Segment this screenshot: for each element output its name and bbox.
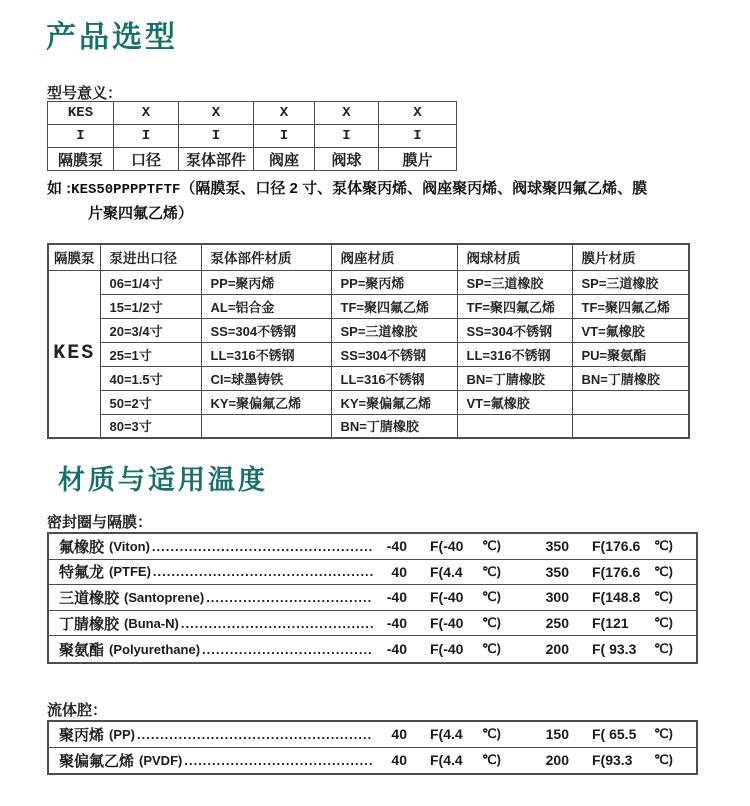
example-prefix: 如 : bbox=[47, 180, 72, 197]
table-row bbox=[48, 318, 689, 342]
material-name-en: (PP) bbox=[109, 726, 136, 742]
model-code-table bbox=[47, 101, 457, 171]
high-temp-f: 200 bbox=[545, 752, 569, 769]
ball-cell: TF=聚四氟乙烯 bbox=[457, 294, 572, 318]
leader-dots bbox=[181, 616, 373, 631]
material-name-en: (PTFE) bbox=[109, 564, 151, 580]
pipe-cell: I bbox=[254, 125, 315, 148]
high-temp-c: F(93.3 bbox=[592, 752, 633, 769]
low-temp-c: F(-40 bbox=[430, 615, 464, 632]
series-cell: KES bbox=[48, 270, 100, 438]
pipe-cell: I bbox=[379, 125, 457, 148]
leader-dots bbox=[202, 642, 373, 657]
seal-section-label: 密封圈与隔膜： bbox=[47, 514, 153, 531]
code-cell: X bbox=[114, 102, 179, 125]
material-name: 聚丙烯 bbox=[59, 726, 105, 744]
high-temp-c: F( 65.5 bbox=[592, 726, 637, 743]
header-diaphragm-material: 膜片材质 bbox=[572, 244, 689, 270]
meaning-cell: 膜片 bbox=[379, 148, 457, 171]
leader-dots bbox=[184, 753, 373, 768]
table-row bbox=[48, 414, 689, 438]
size-cell: 80=3寸 bbox=[100, 414, 201, 438]
high-temp-f: 350 bbox=[545, 563, 569, 580]
low-temp-f: 40 bbox=[391, 726, 407, 743]
seat-cell: BN=丁腈橡胶 bbox=[331, 414, 457, 438]
celsius-unit: ℃) bbox=[482, 726, 501, 742]
ball-cell: SS=304不锈钢 bbox=[457, 318, 572, 342]
leader-dots bbox=[206, 590, 373, 605]
celsius-unit: ℃) bbox=[482, 641, 501, 657]
section-title-materials: 材质与适用温度 bbox=[58, 465, 268, 495]
model-meaning-label: 型号意义： bbox=[47, 85, 123, 102]
meaning-cell: 隔膜泵 bbox=[48, 148, 114, 171]
size-cell: 20=3/4寸 bbox=[100, 318, 201, 342]
low-temp-c: F(-40 bbox=[430, 589, 464, 606]
example-code: KES50PPPPTFTF bbox=[71, 182, 181, 198]
high-temp-c: F(176.6 bbox=[592, 538, 641, 555]
table-row bbox=[48, 270, 689, 294]
table-row bbox=[48, 366, 689, 390]
celsius-unit: ℃) bbox=[482, 589, 501, 605]
body-cell: PP=聚丙烯 bbox=[201, 270, 331, 294]
header-body-material: 泵体部件材质 bbox=[201, 244, 331, 270]
celsius-unit: ℃) bbox=[654, 563, 673, 579]
diaphragm-cell: SP=三道橡胶 bbox=[572, 270, 689, 294]
body-cell: SS=304不锈钢 bbox=[201, 318, 331, 342]
low-temp-f: -40 bbox=[386, 615, 407, 632]
material-name-en: (Viton) bbox=[109, 538, 150, 554]
code-row bbox=[48, 102, 457, 125]
low-temp-f: -40 bbox=[386, 641, 407, 658]
material-row-pvdf bbox=[49, 748, 696, 774]
diaphragm-cell bbox=[572, 390, 689, 414]
code-cell: X bbox=[179, 102, 254, 125]
high-temp-f: 350 bbox=[545, 538, 569, 555]
celsius-unit: ℃) bbox=[654, 726, 673, 742]
high-temp-f: 300 bbox=[545, 589, 569, 606]
high-temp-f: 250 bbox=[545, 615, 569, 632]
low-temp-f: -40 bbox=[386, 538, 407, 555]
code-cell: KES bbox=[48, 102, 114, 125]
high-temp-c: F( 93.3 bbox=[592, 641, 637, 658]
pipe-cell: I bbox=[114, 125, 179, 148]
code-cell: X bbox=[315, 102, 379, 125]
material-row-santoprene bbox=[49, 585, 696, 611]
meaning-row bbox=[48, 148, 457, 171]
body-cell: LL=316不锈钢 bbox=[201, 342, 331, 366]
body-cell: AL=铝合金 bbox=[201, 294, 331, 318]
model-example bbox=[47, 177, 719, 226]
seat-cell: SS=304不锈钢 bbox=[331, 342, 457, 366]
leader-dots bbox=[137, 727, 373, 742]
body-cell: KY=聚偏氟乙烯 bbox=[201, 390, 331, 414]
celsius-unit: ℃) bbox=[654, 589, 673, 605]
example-line2: 片聚四氟乙烯） bbox=[88, 205, 194, 222]
low-temp-c: F(-40 bbox=[430, 641, 464, 658]
code-cell: X bbox=[254, 102, 315, 125]
celsius-unit: ℃) bbox=[482, 615, 501, 631]
low-temp-f: 40 bbox=[391, 563, 407, 580]
diaphragm-cell: BN=丁腈橡胶 bbox=[572, 366, 689, 390]
material-name-en: (Santoprene) bbox=[124, 589, 205, 605]
seat-cell: SP=三道橡胶 bbox=[331, 318, 457, 342]
table-row bbox=[48, 390, 689, 414]
ball-cell bbox=[457, 414, 572, 438]
ball-cell: SP=三道橡胶 bbox=[457, 270, 572, 294]
size-cell: 15=1/2寸 bbox=[100, 294, 201, 318]
material-row-viton bbox=[49, 534, 696, 560]
header-pump-series: 隔膜泵 bbox=[48, 244, 100, 270]
header-port-size: 泵进出口径 bbox=[100, 244, 201, 270]
material-row-ptfe bbox=[49, 560, 696, 586]
material-name: 丁腈橡胶 bbox=[59, 615, 120, 633]
leader-dots bbox=[153, 564, 373, 579]
diaphragm-cell bbox=[572, 414, 689, 438]
high-temp-f: 150 bbox=[545, 726, 569, 743]
high-temp-c: F(176.6 bbox=[592, 563, 641, 580]
diaphragm-cell: PU=聚氨酯 bbox=[572, 342, 689, 366]
low-temp-c: F(4.4 bbox=[430, 726, 463, 743]
low-temp-f: -40 bbox=[386, 589, 407, 606]
example-rest: （隔膜泵、口径 2 寸、泵体聚丙烯、阀座聚丙烯、阀球聚四氟乙烯、膜 bbox=[180, 180, 648, 197]
celsius-unit: ℃) bbox=[482, 563, 501, 579]
size-cell: 50=2寸 bbox=[100, 390, 201, 414]
fluid-temperature-table bbox=[47, 720, 698, 775]
seat-cell: TF=聚四氟乙烯 bbox=[331, 294, 457, 318]
body-cell: CI=球墨铸铁 bbox=[201, 366, 331, 390]
seal-temperature-table bbox=[47, 532, 698, 664]
size-cell: 25=1寸 bbox=[100, 342, 201, 366]
ball-cell: BN=丁腈橡胶 bbox=[457, 366, 572, 390]
pipe-row bbox=[48, 125, 457, 148]
example-line1 bbox=[47, 177, 719, 202]
material-row-pp bbox=[49, 722, 696, 748]
pipe-cell: I bbox=[315, 125, 379, 148]
material-name-en: (Buna-N) bbox=[124, 615, 179, 631]
meaning-cell: 阀球 bbox=[315, 148, 379, 171]
material-row-polyurethane bbox=[49, 636, 696, 662]
size-cell: 06=1/4寸 bbox=[100, 270, 201, 294]
seat-cell: PP=聚丙烯 bbox=[331, 270, 457, 294]
diaphragm-cell: VT=氟橡胶 bbox=[572, 318, 689, 342]
material-name-en: (Polyurethane) bbox=[109, 641, 201, 657]
selection-table bbox=[47, 243, 690, 439]
seat-cell: LL=316不锈钢 bbox=[331, 366, 457, 390]
seat-cell: KY=聚偏氟乙烯 bbox=[331, 390, 457, 414]
material-name: 特氟龙 bbox=[59, 564, 105, 582]
code-cell: X bbox=[379, 102, 457, 125]
celsius-unit: ℃) bbox=[482, 752, 501, 768]
high-temp-c: F(121 bbox=[592, 615, 629, 632]
low-temp-c: F(-40 bbox=[430, 538, 464, 555]
pipe-cell: I bbox=[179, 125, 254, 148]
meaning-cell: 口径 bbox=[114, 148, 179, 171]
selection-header-row bbox=[48, 244, 689, 270]
celsius-unit: ℃) bbox=[654, 538, 673, 554]
body-cell bbox=[201, 414, 331, 438]
fluid-section-label: 流体腔： bbox=[47, 702, 108, 719]
material-name: 氟橡胶 bbox=[59, 538, 105, 556]
pipe-cell: I bbox=[48, 125, 114, 148]
ball-cell: VT=氟橡胶 bbox=[457, 390, 572, 414]
celsius-unit: ℃) bbox=[654, 615, 673, 631]
celsius-unit: ℃) bbox=[654, 752, 673, 768]
size-cell: 40=1.5寸 bbox=[100, 366, 201, 390]
celsius-unit: ℃) bbox=[654, 641, 673, 657]
high-temp-c: F(148.8 bbox=[592, 589, 641, 606]
page-title: 产品选型 bbox=[46, 21, 178, 54]
material-name: 聚偏氟乙烯 bbox=[59, 752, 135, 770]
table-row bbox=[48, 294, 689, 318]
meaning-cell: 阀座 bbox=[254, 148, 315, 171]
material-name: 三道橡胶 bbox=[59, 589, 120, 607]
ball-cell: LL=316不锈钢 bbox=[457, 342, 572, 366]
header-seat-material: 阀座材质 bbox=[331, 244, 457, 270]
material-row-buna-n bbox=[49, 611, 696, 637]
high-temp-f: 200 bbox=[545, 641, 569, 658]
celsius-unit: ℃) bbox=[482, 538, 501, 554]
material-name-en: (PVDF) bbox=[139, 752, 183, 768]
low-temp-c: F(4.4 bbox=[430, 752, 463, 769]
meaning-cell: 泵体部件 bbox=[179, 148, 254, 171]
leader-dots bbox=[152, 539, 373, 554]
diaphragm-cell: TF=聚四氟乙烯 bbox=[572, 294, 689, 318]
table-row bbox=[48, 342, 689, 366]
material-name: 聚氨酯 bbox=[59, 641, 105, 659]
low-temp-f: 40 bbox=[391, 752, 407, 769]
low-temp-c: F(4.4 bbox=[430, 563, 463, 580]
header-ball-material: 阀球材质 bbox=[457, 244, 572, 270]
